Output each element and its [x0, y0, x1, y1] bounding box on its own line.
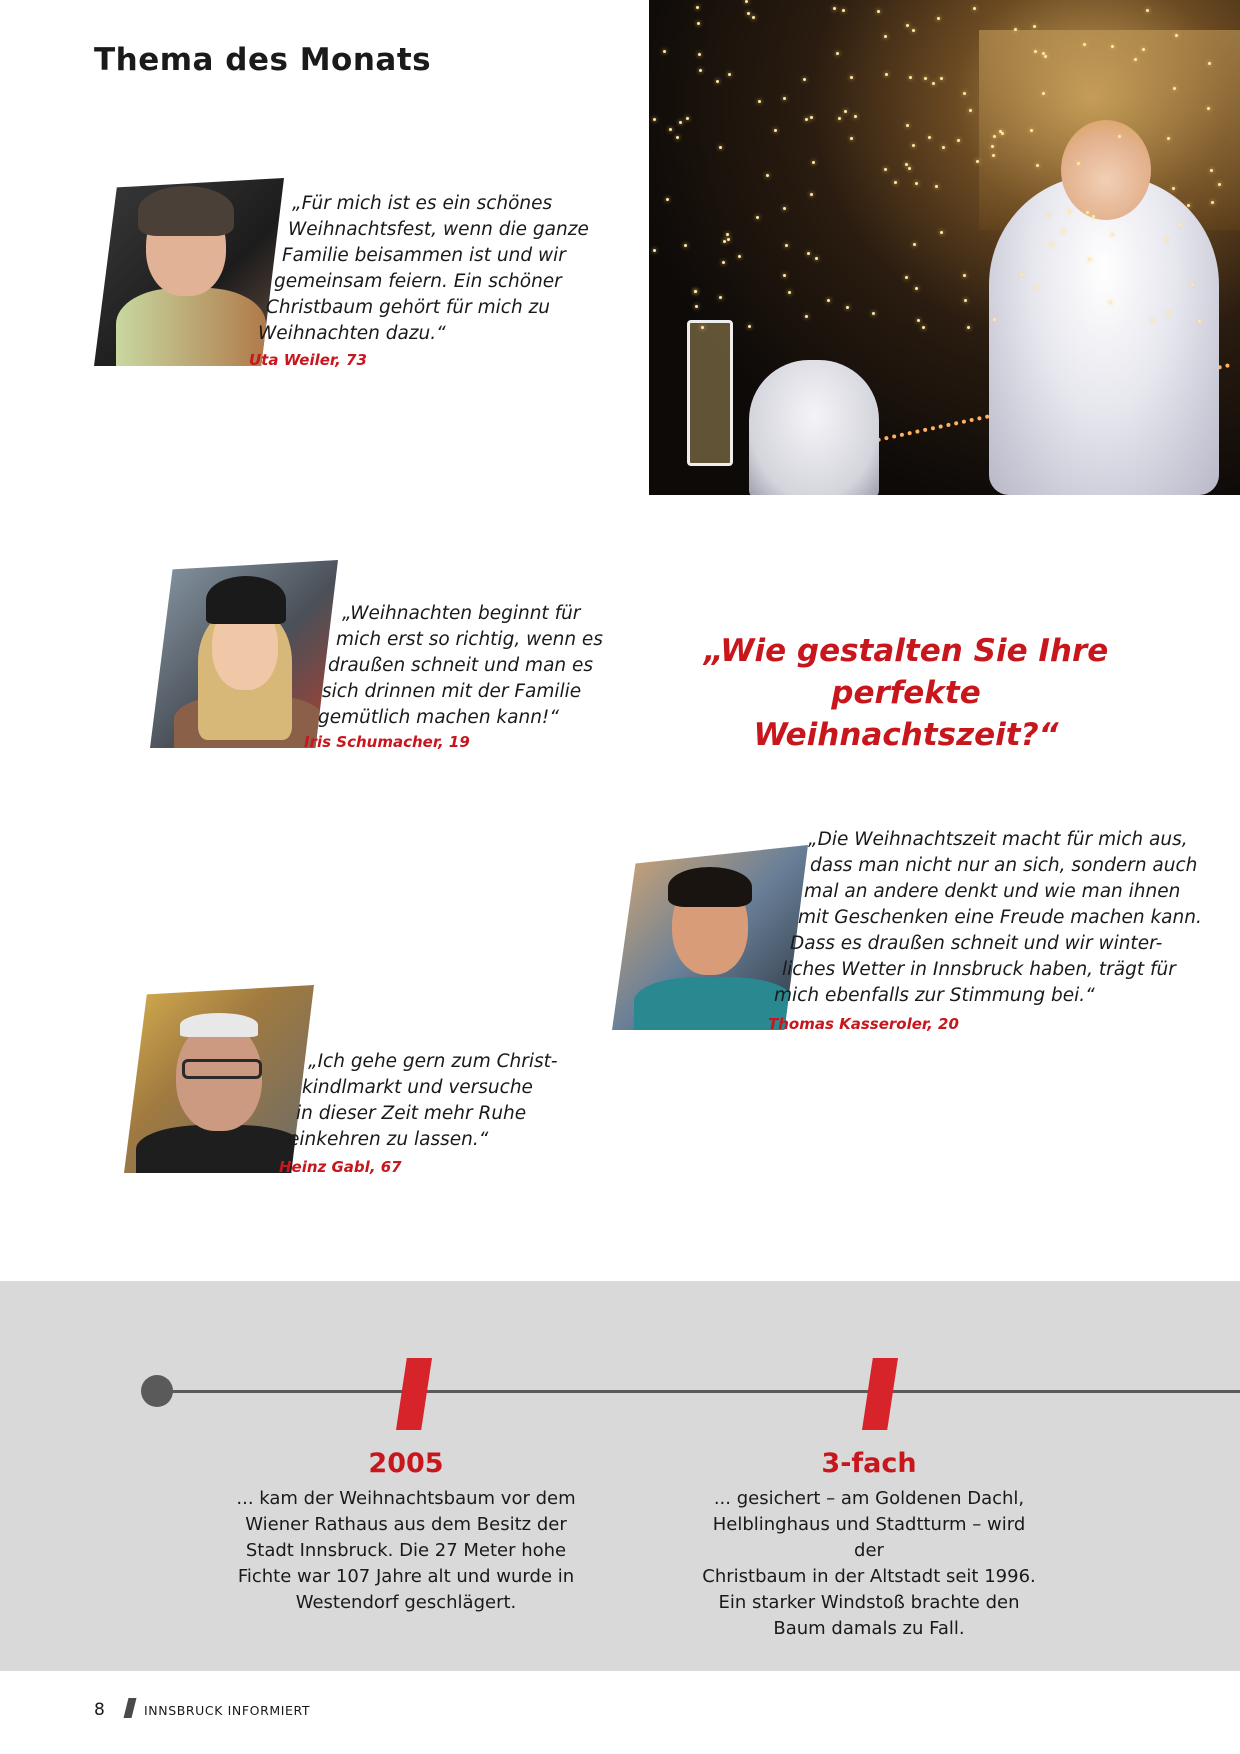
fairy-light — [810, 193, 813, 196]
fairy-light — [1014, 28, 1017, 31]
quote-line: kindlmarkt und versuche — [302, 1077, 533, 1098]
portrait-uta-weiler — [94, 178, 284, 366]
fairy-light — [756, 216, 759, 219]
fairy-light — [884, 168, 887, 171]
fairy-light — [748, 325, 751, 328]
fact-title: 2005 — [368, 1448, 444, 1479]
fairy-light — [1033, 25, 1036, 28]
fairy-light — [1146, 9, 1149, 12]
fairy-light — [788, 291, 791, 294]
fairy-light — [1042, 92, 1045, 95]
fairy-light — [827, 299, 830, 302]
fairy-light — [884, 35, 887, 38]
fairy-light — [719, 146, 722, 149]
timeline-start-dot — [141, 1375, 173, 1407]
fairy-light — [810, 116, 813, 119]
fact-text — [236, 1486, 576, 1616]
fairy-light — [1211, 201, 1214, 204]
fairy-light — [969, 109, 972, 112]
fairy-light — [976, 160, 979, 163]
fairy-light — [716, 80, 719, 83]
fairy-light — [1030, 129, 1033, 132]
fact-line: Wiener Rathaus aus dem Besitz der — [245, 1514, 567, 1535]
fact-text — [699, 1486, 1039, 1642]
fairy-light — [1191, 283, 1194, 286]
quote-line: liches Wetter in Innsbruck haben, trägt für — [782, 959, 1176, 980]
fairy-light — [894, 181, 897, 184]
quote-line: gemeinsam feiern. Ein schöner — [274, 271, 562, 292]
fairy-light — [1187, 204, 1190, 207]
fairy-light — [699, 69, 702, 72]
quote-line: einkehren zu lassen.“ — [288, 1129, 489, 1150]
fairy-light — [940, 77, 943, 80]
fact-line: Fichte war 107 Jahre alt und wurde in — [237, 1566, 575, 1587]
footer-slash-mark — [124, 1698, 137, 1718]
quote-line: mit Geschenken eine Freude machen kann. — [798, 907, 1202, 928]
fairy-light — [1151, 319, 1154, 322]
headline-question — [686, 630, 1126, 756]
fairy-light — [669, 128, 672, 131]
fairy-light — [783, 97, 786, 100]
quote-line: sich drinnen mit der Familie — [322, 681, 582, 702]
headline-line: perfekte Weihnachtszeit?“ — [753, 675, 1059, 753]
quote-line: „Ich gehe gern zum Christ- — [308, 1051, 558, 1072]
fairy-light — [1179, 223, 1182, 226]
fairy-light — [805, 118, 808, 121]
fairy-light — [722, 261, 725, 264]
fairy-light — [833, 7, 836, 10]
fairy-light — [967, 326, 970, 329]
fact-line: Stadt Innsbruck. Die 27 Meter hohe — [245, 1540, 567, 1561]
fairy-light — [905, 163, 908, 166]
fairy-light — [877, 10, 880, 13]
footer-brand: INNSBRUCK INFORMIERT — [144, 1703, 311, 1718]
quote-line: gemütlich machen kann!“ — [318, 707, 559, 728]
fairy-light — [973, 7, 976, 10]
fairy-light — [807, 252, 810, 255]
fairy-light — [1077, 162, 1080, 165]
fairy-light — [752, 16, 755, 19]
fairy-light — [906, 24, 909, 27]
fairy-light — [1034, 50, 1037, 53]
quote-thomas-kasseroler — [770, 827, 1202, 1009]
fairy-light — [935, 185, 938, 188]
headline-line: „Wie gestalten Sie Ihre — [703, 633, 1109, 669]
fact-line: ... gesichert – am Goldenen Dachl, — [713, 1488, 1025, 1509]
fairy-light — [1165, 238, 1168, 241]
fairy-light — [912, 144, 915, 147]
section-title: Thema des Monats — [94, 42, 432, 78]
fairy-light — [745, 0, 748, 3]
fairy-light — [697, 22, 700, 25]
quote-line: mal an andere denkt und wie man ihnen — [804, 881, 1181, 902]
fairy-light — [846, 306, 849, 309]
facts-band — [0, 1281, 1240, 1671]
fairy-light — [766, 174, 769, 177]
fairy-light — [999, 130, 1002, 133]
quote-line: Familie beisammen ist und wir — [282, 245, 566, 266]
fairy-light — [905, 276, 908, 279]
quote-author: Heinz Gabl, 67 — [279, 1158, 402, 1176]
fairy-light — [885, 73, 888, 76]
fairy-light — [783, 207, 786, 210]
fact-line: Ein starker Windstoß brachte den — [718, 1592, 1020, 1613]
fairy-light — [653, 118, 656, 121]
fairy-light — [917, 319, 920, 322]
fairy-light — [942, 146, 945, 149]
fairy-light — [783, 274, 786, 277]
fairy-light — [805, 315, 808, 318]
quote-line: mich ebenfalls zur Stimmung bei.“ — [774, 985, 1095, 1006]
fairy-light — [1047, 213, 1050, 216]
fairy-light — [812, 161, 815, 164]
quote-line: draußen schneit und man es — [328, 655, 594, 676]
fairy-light — [957, 139, 960, 142]
fairy-light — [932, 82, 935, 85]
fairy-light — [1050, 243, 1053, 246]
fairy-light — [993, 135, 996, 138]
fairy-light — [963, 274, 966, 277]
fairy-light — [1062, 230, 1065, 233]
fairy-light — [1208, 62, 1211, 65]
fairy-light — [1172, 187, 1175, 190]
fairy-light — [1044, 55, 1047, 58]
portrait-iris-schumacher — [150, 560, 338, 748]
fairy-light — [774, 129, 777, 132]
fairy-light — [963, 92, 966, 95]
fairy-light — [1109, 301, 1112, 304]
quote-line: dass man nicht nur an sich, sondern auch — [810, 855, 1198, 876]
quote-heinz-gabl — [286, 1049, 558, 1153]
hero-photo-christmas-angels — [649, 0, 1240, 495]
fairy-light — [1175, 34, 1178, 37]
fairy-light — [872, 312, 875, 315]
hero-large-angel — [989, 175, 1219, 495]
fairy-light — [1068, 210, 1071, 213]
fairy-light — [964, 299, 967, 302]
fairy-light — [1173, 87, 1176, 90]
fairy-light — [747, 12, 750, 15]
fairy-light — [1020, 273, 1023, 276]
fairy-light — [928, 136, 931, 139]
fairy-light — [653, 249, 656, 252]
fairy-light — [850, 76, 853, 79]
fairy-light — [844, 110, 847, 113]
quote-uta-weiler — [258, 191, 589, 347]
fairy-light — [701, 326, 704, 329]
fairy-light — [854, 115, 857, 118]
quote-line: „Für mich ist es ein schönes — [292, 193, 553, 214]
timeline-line — [158, 1390, 1240, 1393]
fairy-light — [728, 73, 731, 76]
fairy-light — [1111, 45, 1114, 48]
quote-line: Dass es draußen schneit und wir winter- — [790, 933, 1163, 954]
quote-line: „Die Weihnachtszeit macht für mich aus, — [808, 829, 1188, 850]
fairy-light — [758, 100, 761, 103]
quote-line: Weihnachten dazu.“ — [258, 323, 446, 344]
fairy-light — [1036, 164, 1039, 167]
quote-line: Weihnachtsfest, wenn die ganze — [288, 219, 589, 240]
fact-line: ... kam der Weihnachtsbaum vor dem — [236, 1488, 576, 1509]
quote-line: „Weihnachten beginnt für — [342, 603, 581, 624]
fairy-light — [723, 240, 726, 243]
fairy-light — [803, 78, 806, 81]
hero-small-angel — [749, 360, 879, 495]
fairy-light — [842, 9, 845, 12]
fairy-light — [1210, 169, 1213, 172]
quote-line: Christbaum gehört für mich zu — [266, 297, 550, 318]
quote-author: Thomas Kasseroler, 20 — [768, 1015, 959, 1033]
fairy-light — [696, 6, 699, 9]
quote-author: Uta Weiler, 73 — [249, 351, 367, 369]
fairy-light — [924, 77, 927, 80]
fairy-light — [1118, 135, 1121, 138]
quote-line: in dieser Zeit mehr Ruhe — [296, 1103, 527, 1124]
fairy-light — [719, 296, 722, 299]
fairy-light — [1198, 320, 1201, 323]
fairy-light — [908, 167, 911, 170]
fairy-light — [991, 145, 994, 148]
fairy-light — [838, 117, 841, 120]
fairy-light — [684, 244, 687, 247]
fairy-light — [1035, 286, 1038, 289]
fairy-light — [915, 287, 918, 290]
fairy-light — [1167, 137, 1170, 140]
fact-title: 3-fach — [821, 1448, 917, 1479]
fairy-light — [915, 182, 918, 185]
fairy-light — [785, 244, 788, 247]
fairy-light — [912, 29, 915, 32]
page-number: 8 — [94, 1700, 105, 1720]
fairy-light — [738, 255, 741, 258]
quote-author: Iris Schumacher, 19 — [304, 733, 470, 751]
fairy-light — [940, 231, 943, 234]
fairy-light — [922, 326, 925, 329]
fairy-light — [850, 137, 853, 140]
fact-line: Westendorf geschlägert. — [295, 1592, 517, 1613]
hero-lantern — [687, 320, 733, 466]
fairy-light — [686, 117, 689, 120]
fairy-light — [913, 243, 916, 246]
fairy-light — [1142, 48, 1145, 51]
quote-iris-schumacher — [318, 601, 603, 731]
fairy-light — [1167, 312, 1170, 315]
fact-line: Baum damals zu Fall. — [773, 1618, 965, 1639]
fairy-light — [836, 52, 839, 55]
fairy-light — [698, 53, 701, 56]
fairy-light — [1111, 233, 1114, 236]
fairy-light — [679, 121, 682, 124]
fairy-light — [726, 233, 729, 236]
fairy-light — [695, 305, 698, 308]
fairy-light — [1083, 43, 1086, 46]
fairy-light — [676, 136, 679, 139]
fairy-light — [992, 154, 995, 157]
fairy-light — [1207, 107, 1210, 110]
fairy-light — [906, 124, 909, 127]
fairy-light — [1092, 215, 1095, 218]
fairy-light — [993, 318, 996, 321]
fairy-light — [815, 257, 818, 260]
fairy-light — [1086, 211, 1089, 214]
fairy-light — [909, 76, 912, 79]
fairy-light — [663, 50, 666, 53]
quote-line: mich erst so richtig, wenn es — [336, 629, 603, 650]
fairy-light — [1088, 258, 1091, 261]
fact-line: Helblinghaus und Stadtturm – wird der — [712, 1514, 1026, 1561]
fairy-light — [937, 17, 940, 20]
fairy-light — [727, 238, 730, 241]
fairy-light — [694, 290, 697, 293]
fairy-light — [1218, 183, 1221, 186]
fairy-light — [666, 198, 669, 201]
fairy-light — [1134, 58, 1137, 61]
fact-line: Christbaum in der Altstadt seit 1996. — [702, 1566, 1036, 1587]
hero-angel-head — [1061, 120, 1151, 220]
